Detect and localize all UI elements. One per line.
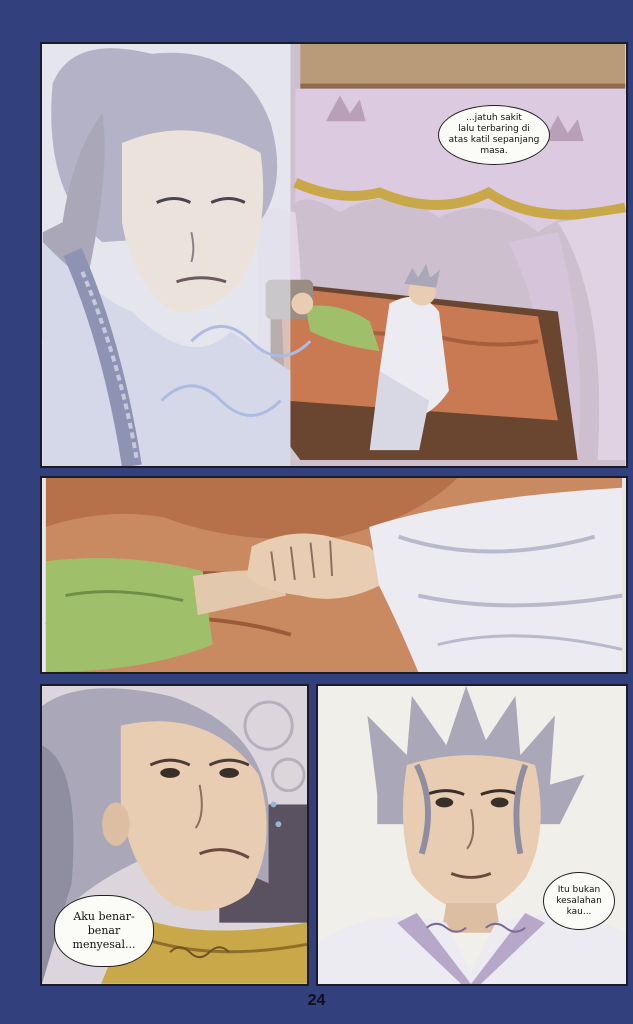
panel-ghost-and-bed — [40, 42, 628, 468]
panel-2-art — [42, 478, 626, 672]
page-number: 24 — [307, 992, 326, 1009]
panel-clasped-hands — [40, 476, 628, 674]
speech-bubble-bed-caption — [438, 105, 550, 165]
speech-bubble-not-your-fault — [543, 872, 615, 930]
panel-woman-regret — [40, 684, 309, 986]
bubble-text: ...jatuh sakit lalu terbaring di atas katil sepanjang masa. — [448, 113, 540, 156]
bubble-text: Itu bukan kesalahan kau... — [556, 884, 602, 917]
panel-1-art — [42, 44, 626, 466]
panel-man-consoles — [316, 684, 628, 986]
panel-4-art — [318, 686, 626, 984]
bubble-text: Aku benar- benar menyesal... — [72, 910, 136, 951]
speech-bubble-regret — [54, 895, 154, 967]
